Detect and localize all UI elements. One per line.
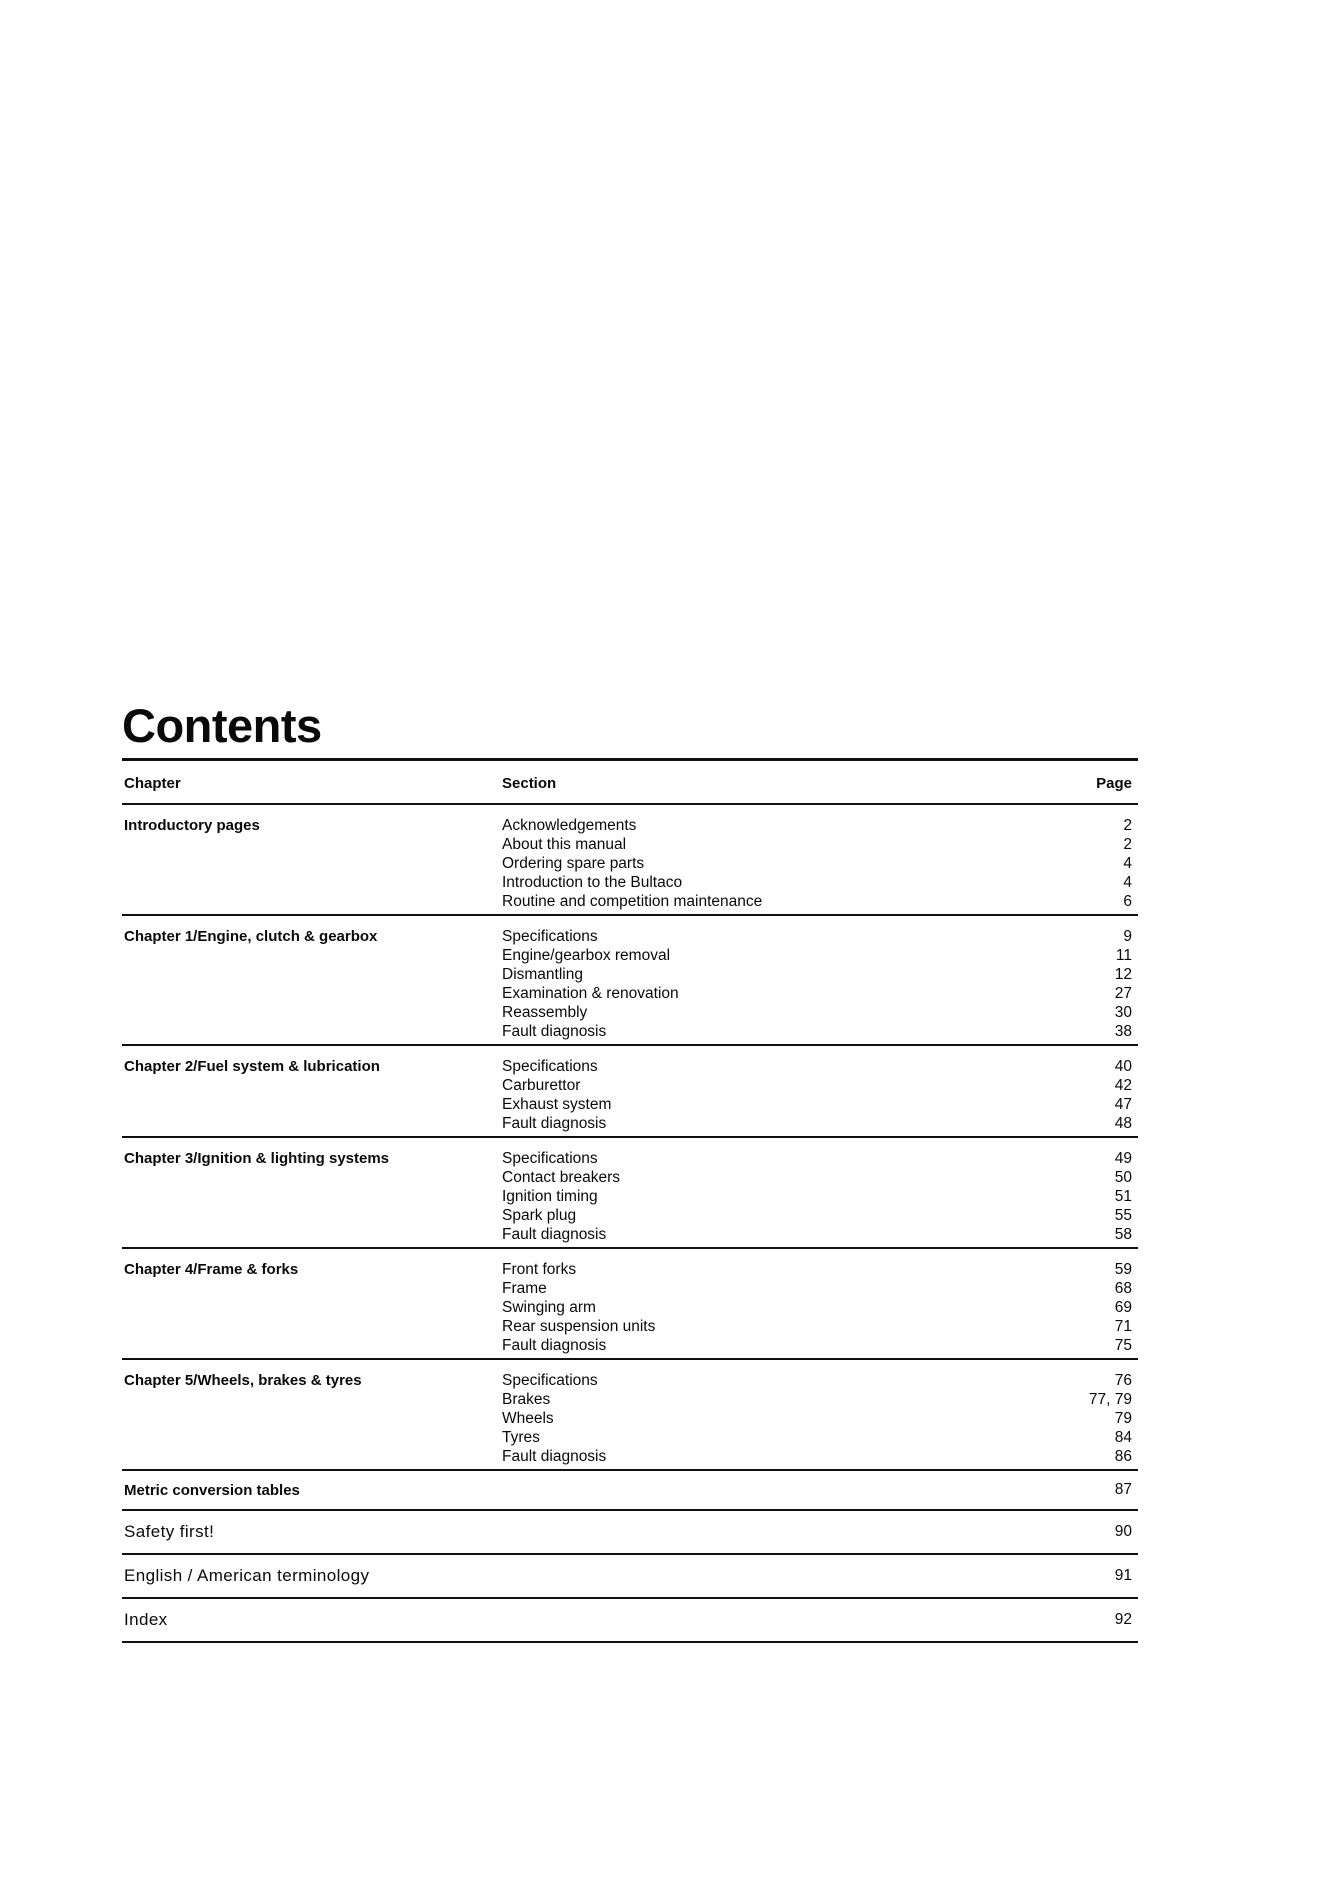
page-number: 6 — [1123, 893, 1132, 910]
section-name: Spark plug — [502, 1207, 577, 1224]
section-name: Fault diagnosis — [502, 1023, 607, 1040]
page-number: 69 — [1114, 1299, 1132, 1316]
entry-title: Safety first! — [124, 1522, 215, 1541]
section-row — [502, 1057, 1138, 1076]
page-number: 77, 79 — [1088, 1391, 1132, 1408]
section-name: Specifications — [502, 1372, 598, 1389]
section-row — [502, 1095, 1138, 1114]
chapter-title: Chapter 5/Wheels, brakes & tyres — [124, 1372, 362, 1389]
section-name: Contact breakers — [502, 1169, 621, 1186]
section-name: About this manual — [502, 836, 627, 853]
section-row — [502, 984, 1138, 1003]
page-number: 87 — [1114, 1481, 1132, 1498]
section-row — [502, 1428, 1138, 1447]
contents-entry — [122, 1555, 1138, 1597]
section-row — [502, 854, 1138, 873]
section-name: Wheels — [502, 1410, 554, 1427]
section-row — [502, 1149, 1138, 1168]
section-list — [502, 1260, 1138, 1355]
chapter-title: Introductory pages — [124, 817, 260, 834]
column-header-page: Page — [1096, 775, 1132, 792]
column-header-section: Section — [502, 775, 557, 792]
section-list — [502, 1057, 1138, 1133]
page-number: 11 — [1115, 947, 1132, 964]
section-row — [502, 1168, 1138, 1187]
section-name: Introduction to the Bultaco — [502, 874, 683, 891]
section-row — [502, 1003, 1138, 1022]
section-row — [502, 1187, 1138, 1206]
page-number: 2 — [1123, 817, 1132, 834]
section-name: Rear suspension units — [502, 1318, 656, 1335]
section-row — [502, 1336, 1138, 1355]
section-row — [502, 946, 1138, 965]
section-name: Acknowledgements — [502, 817, 637, 834]
section-name: Fault diagnosis — [502, 1115, 607, 1132]
section-list — [502, 816, 1138, 911]
page-number: 84 — [1114, 1429, 1132, 1446]
chapter-group — [122, 1360, 1138, 1469]
page-number: 4 — [1123, 855, 1132, 872]
page-number: 71 — [1114, 1318, 1132, 1335]
section-row — [502, 1114, 1138, 1133]
section-row — [502, 892, 1138, 911]
contents-entry — [122, 1599, 1138, 1641]
page-number: 48 — [1114, 1115, 1132, 1132]
section-name: Fault diagnosis — [502, 1448, 607, 1465]
section-name: Engine/gearbox removal — [502, 947, 671, 964]
page-number: 58 — [1114, 1226, 1132, 1243]
contents-entry — [122, 1511, 1138, 1553]
section-name: Ignition timing — [502, 1188, 598, 1205]
section-row — [502, 1371, 1138, 1390]
chapter-group — [122, 1138, 1138, 1247]
contents-body — [122, 805, 1138, 1643]
section-name: Carburettor — [502, 1077, 581, 1094]
chapter-title: Chapter 3/Ignition & lighting systems — [124, 1150, 390, 1167]
section-name: Specifications — [502, 1058, 598, 1075]
section-row — [502, 1225, 1138, 1244]
section-name: Swinging arm — [502, 1299, 596, 1316]
section-row — [502, 1409, 1138, 1428]
page-number: 12 — [1114, 966, 1132, 983]
page-number: 92 — [1114, 1611, 1132, 1628]
section-row — [502, 1206, 1138, 1225]
page-title: Contents — [122, 699, 322, 752]
section-row — [502, 1390, 1138, 1409]
chapter-title: Chapter 1/Engine, clutch & gearbox — [124, 928, 378, 945]
section-name: Ordering spare parts — [502, 855, 645, 872]
section-name: Tyres — [502, 1429, 540, 1446]
page-number: 49 — [1114, 1150, 1132, 1167]
section-list — [502, 1371, 1138, 1466]
section-row — [502, 1317, 1138, 1336]
section-row — [502, 965, 1138, 984]
section-name: Specifications — [502, 1150, 598, 1167]
chapter-title: Chapter 4/Frame & forks — [124, 1261, 299, 1278]
chapter-group — [122, 916, 1138, 1044]
table-header — [122, 761, 1138, 803]
section-row — [502, 1260, 1138, 1279]
page-number: 51 — [1114, 1188, 1132, 1205]
page-number: 68 — [1114, 1280, 1132, 1297]
section-row — [502, 1447, 1138, 1466]
section-name: Reassembly — [502, 1004, 588, 1021]
section-row — [502, 873, 1138, 892]
section-name: Fault diagnosis — [502, 1226, 607, 1243]
entry-title: English / American terminology — [124, 1566, 370, 1585]
chapter-group — [122, 1046, 1138, 1136]
page-number: 40 — [1114, 1058, 1132, 1075]
section-name: Brakes — [502, 1391, 551, 1408]
section-name: Examination & renovation — [502, 985, 679, 1002]
column-header-chapter: Chapter — [124, 775, 181, 792]
contents-entry — [122, 1471, 1138, 1509]
entry-title: Index — [124, 1610, 168, 1629]
section-name: Routine and competition maintenance — [502, 893, 763, 910]
page-number: 90 — [1114, 1523, 1132, 1540]
section-row — [502, 1022, 1138, 1041]
divider — [122, 1641, 1138, 1643]
section-row — [502, 816, 1138, 835]
section-name: Fault diagnosis — [502, 1337, 607, 1354]
entry-title: Metric conversion tables — [124, 1481, 300, 1499]
page-number: 27 — [1114, 985, 1132, 1002]
section-row — [502, 1076, 1138, 1095]
section-row — [502, 835, 1138, 854]
section-list — [502, 1149, 1138, 1244]
section-name: Dismantling — [502, 966, 583, 983]
section-row — [502, 1279, 1138, 1298]
page-number: 9 — [1123, 928, 1132, 945]
page-number: 86 — [1114, 1448, 1132, 1465]
page-number: 79 — [1114, 1410, 1132, 1427]
page-number: 4 — [1123, 874, 1132, 891]
section-row — [502, 927, 1138, 946]
contents-table — [122, 758, 1138, 1643]
page-number: 38 — [1114, 1023, 1132, 1040]
page-number: 91 — [1114, 1567, 1132, 1584]
section-name: Front forks — [502, 1261, 577, 1278]
chapter-title: Chapter 2/Fuel system & lubrication — [124, 1058, 380, 1075]
page-number: 50 — [1114, 1169, 1132, 1186]
page-number: 47 — [1114, 1096, 1132, 1113]
page-number: 76 — [1114, 1372, 1132, 1389]
section-name: Specifications — [502, 928, 598, 945]
page-number: 59 — [1114, 1261, 1132, 1278]
page-number: 55 — [1114, 1207, 1132, 1224]
page-number: 30 — [1114, 1004, 1132, 1021]
page-number: 2 — [1123, 836, 1132, 853]
page-number: 42 — [1114, 1077, 1132, 1094]
section-name: Frame — [502, 1280, 547, 1297]
section-name: Exhaust system — [502, 1096, 612, 1113]
section-row — [502, 1298, 1138, 1317]
chapter-group — [122, 805, 1138, 914]
chapter-group — [122, 1249, 1138, 1358]
page-number: 75 — [1114, 1337, 1132, 1354]
section-list — [502, 927, 1138, 1041]
